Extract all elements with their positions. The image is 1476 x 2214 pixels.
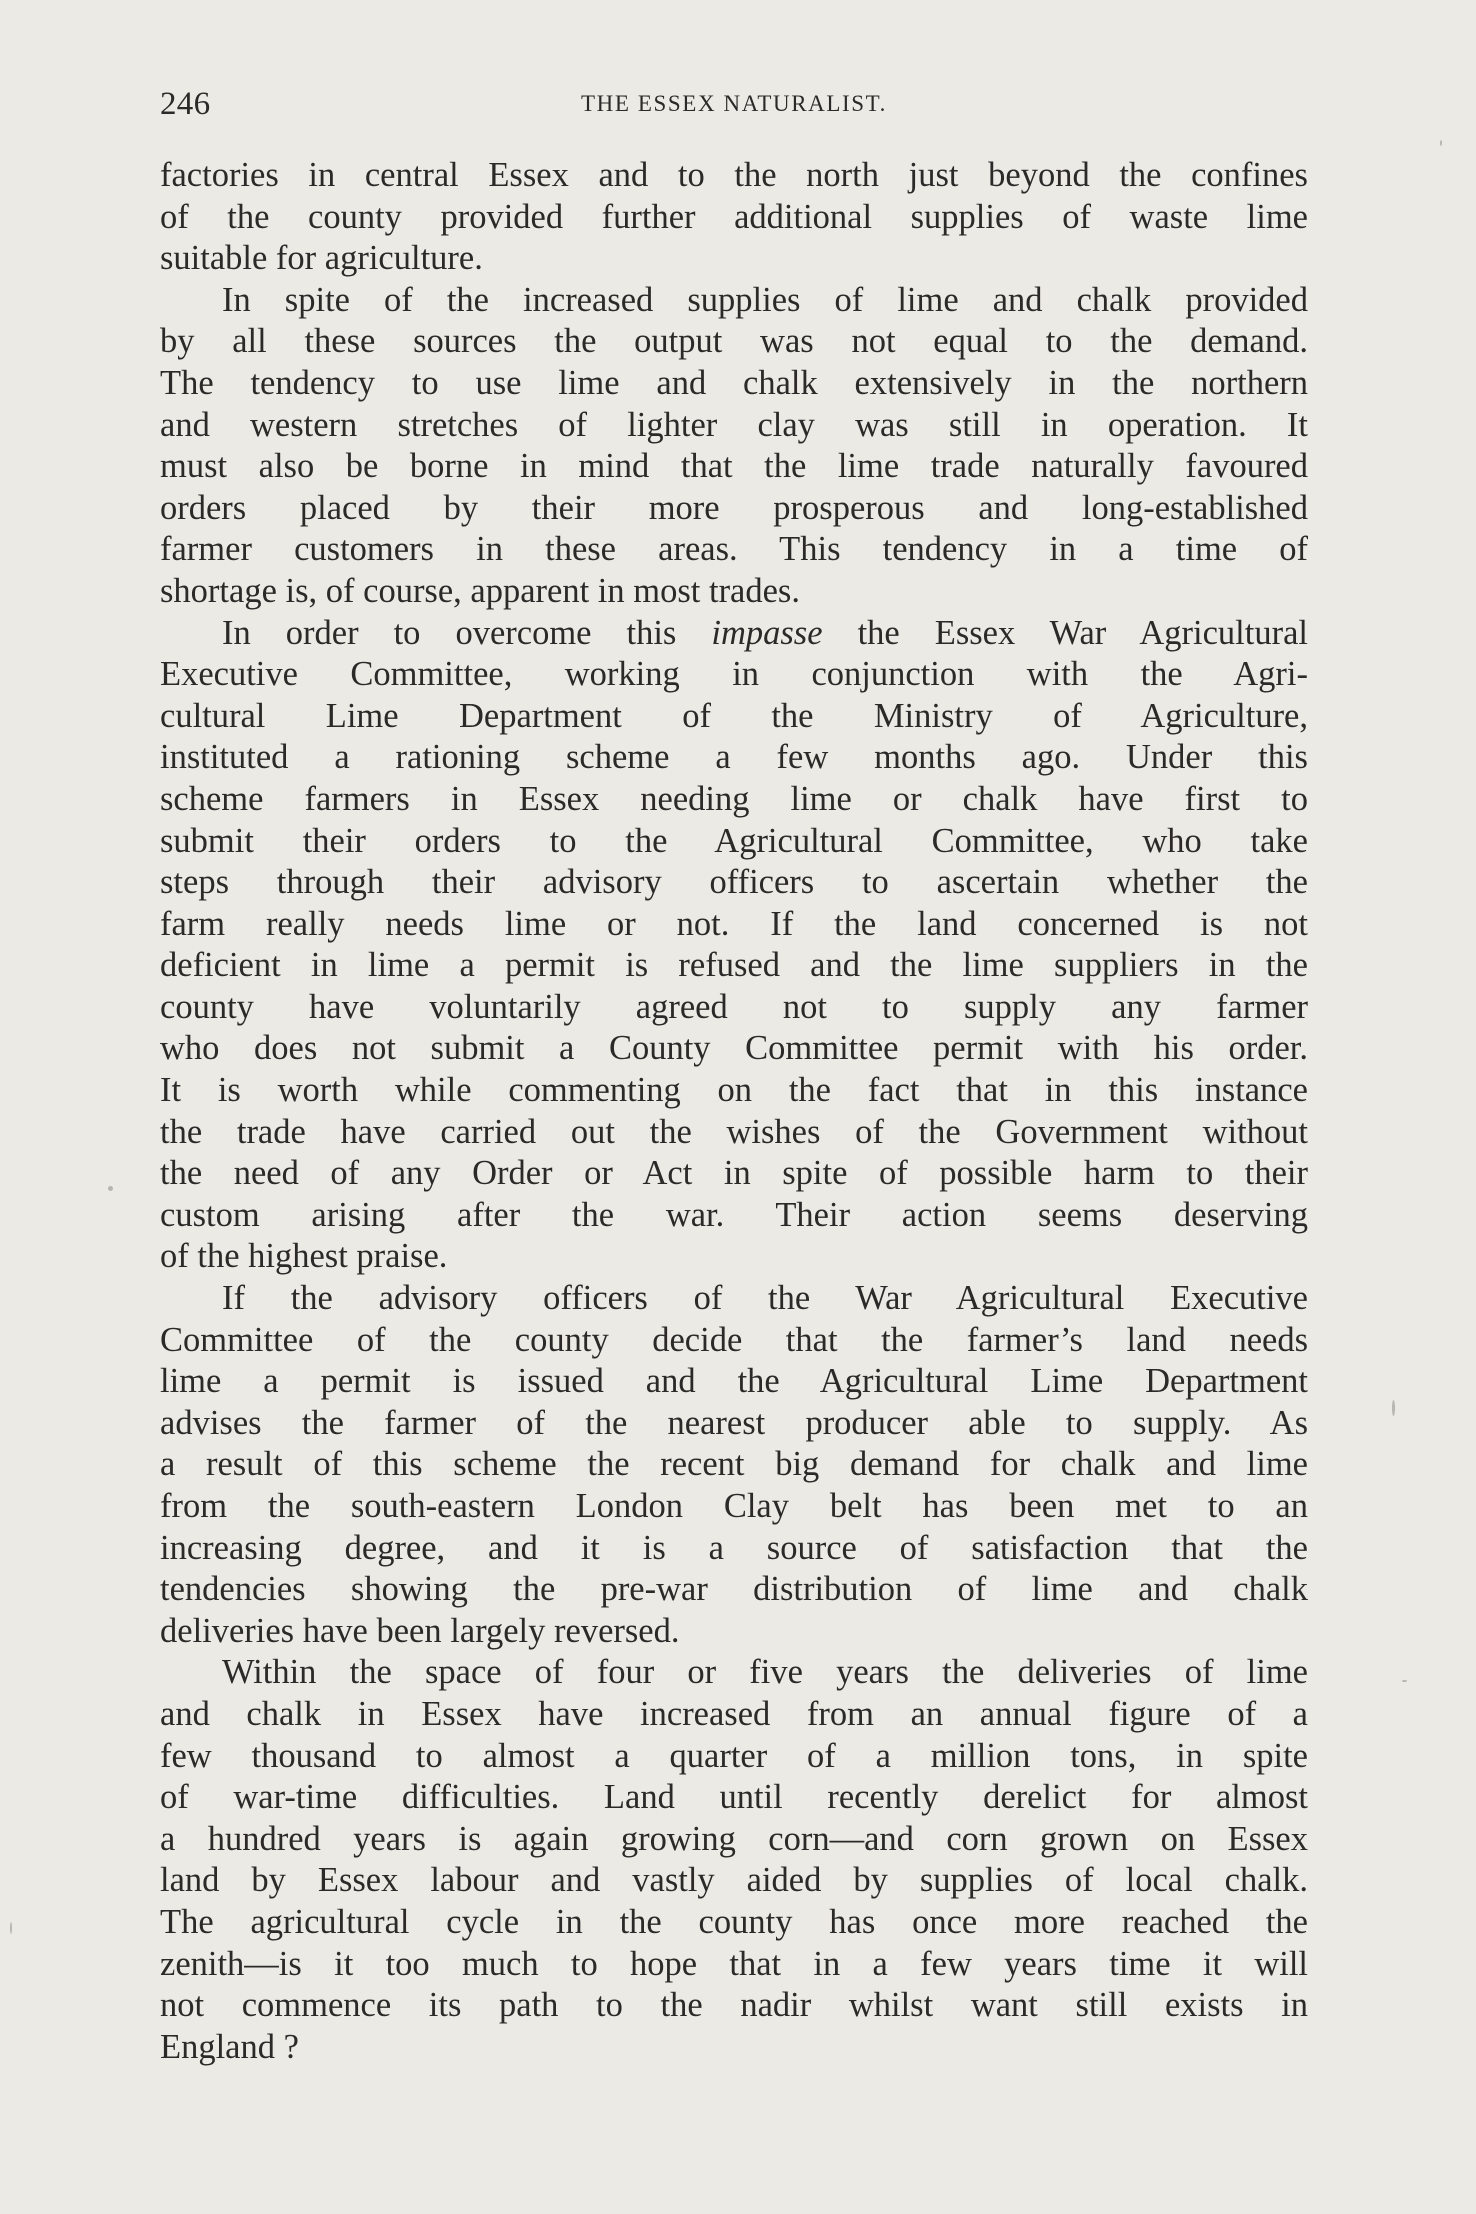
text-line: of war-time difficulties. Land until recently derelict for almost — [160, 1778, 1308, 1817]
text-line: the trade have carried out the wishes of the Government without — [160, 1112, 1308, 1151]
text-line: If the advisory officers of the War Agricultural Executive — [222, 1279, 1308, 1318]
text-line: factories in central Essex and to the north just beyond the confines — [160, 156, 1308, 194]
text-line: lime a permit is issued and the Agricultural Lime Department — [160, 1362, 1308, 1401]
text-line: It is worth while commenting on the fact that in this instance — [160, 1071, 1308, 1110]
text-line — [160, 613, 1308, 655]
paper-speck — [1440, 140, 1442, 146]
text-line: submit their orders to the Agricultural Committee, who take — [160, 821, 1308, 860]
text-line: land by Essex labour and vastly aided by supplies of local chalk. — [160, 1861, 1308, 1900]
text-line: steps through their advisory officers to ascertain whether the — [160, 863, 1308, 902]
text-line: deliveries have been largely reversed. — [160, 1611, 680, 1650]
text-line: of the highest praise. — [160, 1237, 448, 1276]
text-line: custom arising after the war. Their action seems deserving — [160, 1195, 1308, 1234]
article-body — [160, 155, 1308, 2068]
text-line: must also be borne in mind that the lime trade naturally favoured — [160, 447, 1308, 486]
text-line: deficient in lime a permit is refused and the lime suppliers in the — [160, 946, 1308, 985]
text-line: farmer customers in these areas. This tendency in a time of — [160, 530, 1308, 569]
text-line: who does not submit a County Committee permit with his order. — [160, 1029, 1308, 1068]
text-line: Executive Committee, working in conjunction with the Agri- — [160, 655, 1308, 694]
text-line: county have voluntarily agreed not to supply any farmer — [160, 987, 1308, 1026]
text-line: not commence its path to the nadir whilst want still exists in — [160, 1986, 1308, 2025]
paper-speck — [1392, 1400, 1395, 1416]
text-line: and western stretches of lighter clay was still in operation. It — [160, 405, 1308, 444]
text-line: the need of any Order or Act in spite of possible harm to their — [160, 1154, 1308, 1193]
text-line: In spite of the increased supplies of lime and chalk provided — [222, 280, 1308, 319]
text-line: England ? — [160, 2027, 299, 2066]
text-line: farm really needs lime or not. If the land concerned is not — [160, 904, 1308, 943]
text-line: orders placed by their more prosperous and long-established — [160, 488, 1308, 527]
text-line: a hundred years is again growing corn—and corn grown on Essex — [160, 1819, 1308, 1858]
italic-term: impasse — [711, 613, 823, 652]
page-number: 246 — [160, 86, 211, 122]
text-line: cultural Lime Department of the Ministry of Agriculture, — [160, 696, 1308, 735]
text-fragment: the Essex War Agricultural — [857, 613, 1308, 652]
text-line: advises the farmer of the nearest producer able to supply. As — [160, 1403, 1308, 1442]
paper-speck — [108, 1186, 113, 1191]
text-line: increasing degree, and it is a source of satisfaction that the — [160, 1528, 1308, 1567]
text-line: scheme farmers in Essex needing lime or chalk have first to — [160, 779, 1308, 818]
text-line: shortage is, of course, apparent in most trades. — [160, 571, 800, 610]
text-line: The tendency to use lime and chalk extensively in the northern — [160, 363, 1308, 402]
text-line: Within the space of four or five years the deliveries of lime — [222, 1653, 1308, 1692]
running-head — [160, 84, 1308, 124]
text-line: of the county provided further additional supplies of waste lime — [160, 197, 1308, 236]
text-line: tendencies showing the pre-war distribution of lime and chalk — [160, 1570, 1308, 1609]
text-line: by all these sources the output was not equal to the demand. — [160, 322, 1308, 361]
text-line: Committee of the county decide that the farmer’s land needs — [160, 1320, 1308, 1359]
text-line: from the south-eastern London Clay belt has been met to an — [160, 1487, 1308, 1525]
text-line: and chalk in Essex have increased from an annual figure of a — [160, 1694, 1308, 1733]
paper-speck — [10, 1922, 12, 1934]
paper-speck — [1402, 1680, 1407, 1682]
journal-title: THE ESSEX NATURALIST. — [581, 91, 887, 116]
text-line: a result of this scheme the recent big demand for chalk and lime — [160, 1445, 1308, 1484]
text-line: instituted a rationing scheme a few months ago. Under this — [160, 738, 1308, 777]
text-line: suitable for agriculture. — [160, 239, 483, 278]
text-fragment: In order to overcome this — [222, 613, 677, 652]
text-line: The agricultural cycle in the county has once more reached the — [160, 1902, 1308, 1941]
text-line: few thousand to almost a quarter of a million tons, in spite — [160, 1736, 1308, 1775]
text-line: zenith—is it too much to hope that in a few years time it will — [160, 1944, 1308, 1983]
